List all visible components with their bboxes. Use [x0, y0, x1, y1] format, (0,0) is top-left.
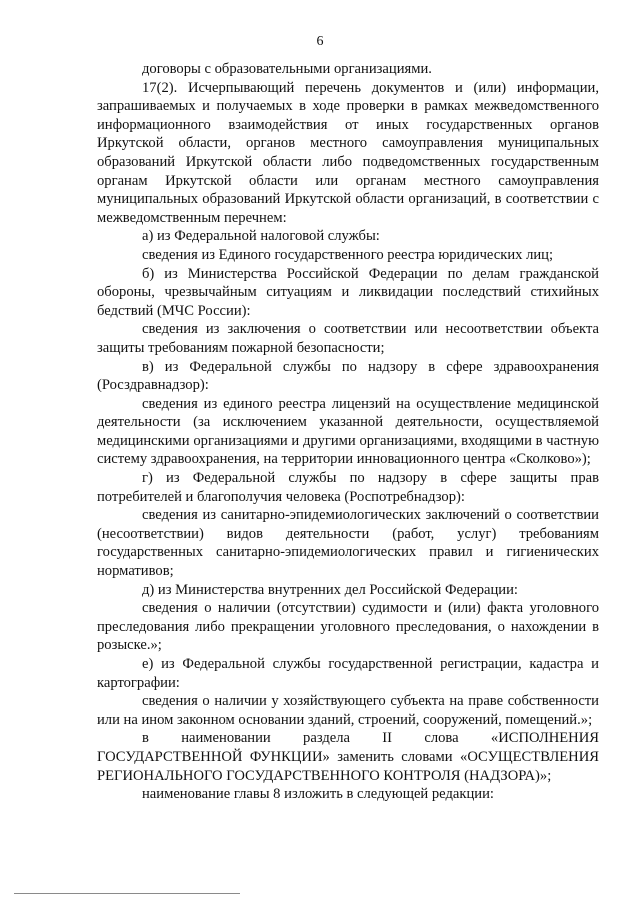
paragraph-1: договоры с образовательными организациями.	[142, 61, 432, 77]
document-body	[97, 60, 599, 804]
paragraph-4: сведения из Единого государственного реестра юридических лиц;	[142, 246, 554, 263]
paragraph-11: д) из Министерства внутренних дел Российской Федерации:	[142, 581, 518, 598]
paragraph-6: сведения из заключения о соответствии или несоответствии объекта защиты требованиям пожарной безопасности;	[97, 321, 599, 356]
paragraph-12: сведения о наличии (отсутствии) судимости и (или) факта уголовного преследования либо прекращении уголовного преследования, о нахождении в розыске.»;	[97, 600, 599, 654]
paragraph-15: в наименовании раздела II слова «ИСПОЛНЕНИЯ ГОСУДАРСТВЕННОЙ ФУНКЦИИ» заменить словами «ОСУЩЕСТВЛЕНИЯ РЕГИОНАЛЬНОГО ГОСУДАРСТВЕННОГО КОНТРОЛЯ (НАДЗОРА)»;	[97, 730, 599, 784]
paragraph-7: в) из Федеральной службы по надзору в сфере здравоохранения (Росздравнадзор):	[97, 358, 599, 394]
paragraph-2: 17(2). Исчерпывающий перечень документов и (или) информации, запрашиваемых и получаемых в ходе проверки в рамках межведомственного информационного взаимодействия от иных государственных органов Иркутской области, органов местного самоуправления муниципальных образований Иркутской области либо подведомственных государственным органам Иркутской области или органам местного самоуправления муниципальных образований Иркутской области организаций, в соответствии с межведомственным перечнем:	[97, 79, 599, 226]
paragraph-16: наименование главы 8 изложить в следующей редакции:	[142, 786, 494, 803]
paragraph-13: е) из Федеральной службы государственной регистрации, кадастра и картографии:	[97, 656, 599, 691]
paragraph-14: сведения о наличии у хозяйствующего субъекта на праве собственности или на ином законном основании зданий, строений, сооружений, помещений.»;	[97, 693, 599, 728]
paragraph-10: сведения из санитарно-эпидемиологических заключений о соответствии (несоответствии) видов деятельности (работ, услуг) требованиям государственных санитарно-эпидемиологических правил и гигиенических нормативов;	[97, 507, 599, 580]
footer-rule	[14, 893, 240, 894]
paragraph-8: сведения из единого реестра лицензий на осуществление медицинской деятельности (за исключением указанной деятельности, осуществляемой медицинскими организациями и другими организациями, входящими в частную систему здравоохранения, на территории инновационного центра «Сколково»);	[97, 395, 599, 468]
page-number: 6	[316, 34, 324, 49]
paragraph-9: г) из Федеральной службы по надзору в сфере защиты прав потребителей и благополучия человека (Роспотребнадзор):	[97, 470, 599, 505]
paragraph-3: а) из Федеральной налоговой службы:	[142, 228, 380, 245]
paragraph-5: б) из Министерства Российской Федерации по делам гражданской обороны, чрезвычайным ситуациям и ликвидации последствий стихийных бедствий (МЧС России):	[97, 265, 599, 319]
